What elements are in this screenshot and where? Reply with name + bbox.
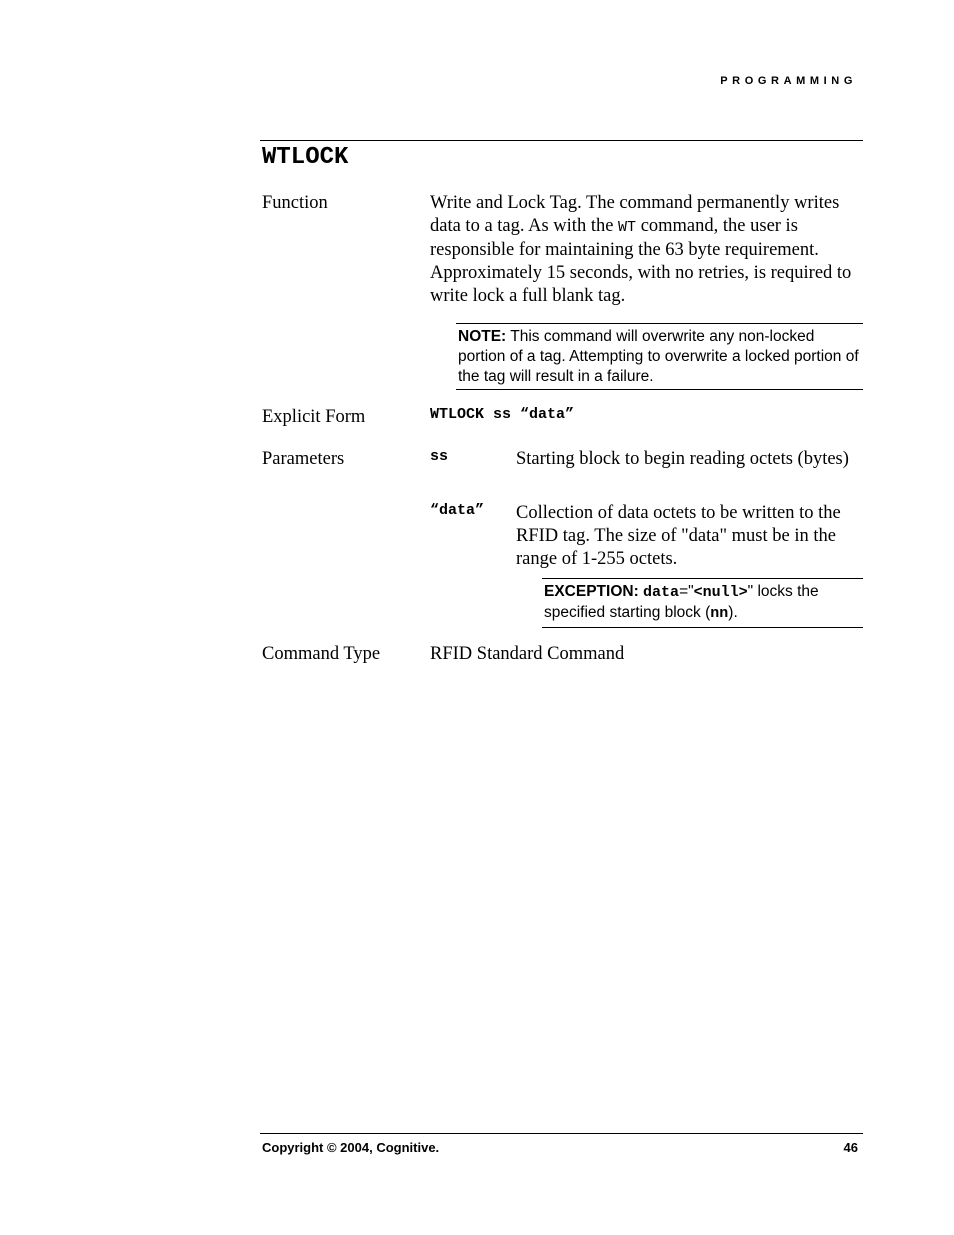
- footer-rule: [260, 1133, 863, 1134]
- exception-code-nn: nn: [710, 605, 729, 622]
- running-head: PROGRAMMING: [720, 75, 857, 87]
- param-desc-data: Collection of data octets to be written to the RFID tag. The size of "data" must be in the range of 1-255 octets.: [516, 503, 841, 569]
- function-description: [430, 192, 860, 308]
- exception-text-1: =": [679, 583, 694, 600]
- page-title: WTLOCK: [262, 144, 349, 171]
- param-name-ss: ss: [430, 448, 449, 465]
- param-desc-ss: Starting block to begin reading octets (bytes): [516, 449, 849, 469]
- function-label: Function: [262, 193, 328, 213]
- command-type-label: Command Type: [262, 644, 381, 664]
- function-text-part1: Write and Lock Tag. The command permanently writes data to a tag. As with the: [430, 193, 840, 236]
- explicit-form-label: Explicit Form: [262, 407, 366, 427]
- footer-copyright: Copyright © 2004, Cognitive.: [262, 1140, 440, 1155]
- parameters-label: Parameters: [262, 449, 345, 469]
- note-label: NOTE:: [458, 328, 507, 345]
- exception-code-data: data: [643, 584, 680, 601]
- note-box: [456, 323, 863, 390]
- title-rule: [260, 140, 863, 141]
- explicit-form-code: WTLOCK ss “data”: [430, 406, 575, 423]
- param-name-data: “data”: [430, 502, 485, 519]
- command-type-value: RFID Standard Command: [430, 644, 625, 664]
- exception-text-2: " locks the specified starting block (: [544, 583, 819, 621]
- footer-page-number: 46: [843, 1140, 858, 1155]
- note-text: This command will overwrite any non-locked portion of a tag. Attempting to overwrite a locked portion of the tag will result in a failure.: [458, 328, 859, 385]
- exception-label: EXCEPTION:: [544, 583, 639, 600]
- function-text-part2: command, the user is responsible for maintaining the 63 byte requirement. Approximately 15 seconds, with no retries, is required to write lock a full blank tag.: [430, 216, 852, 306]
- exception-box: [542, 578, 863, 628]
- exception-code-null: <null>: [693, 584, 748, 601]
- function-inline-code: WT: [618, 219, 637, 236]
- exception-text-3: ).: [728, 604, 738, 621]
